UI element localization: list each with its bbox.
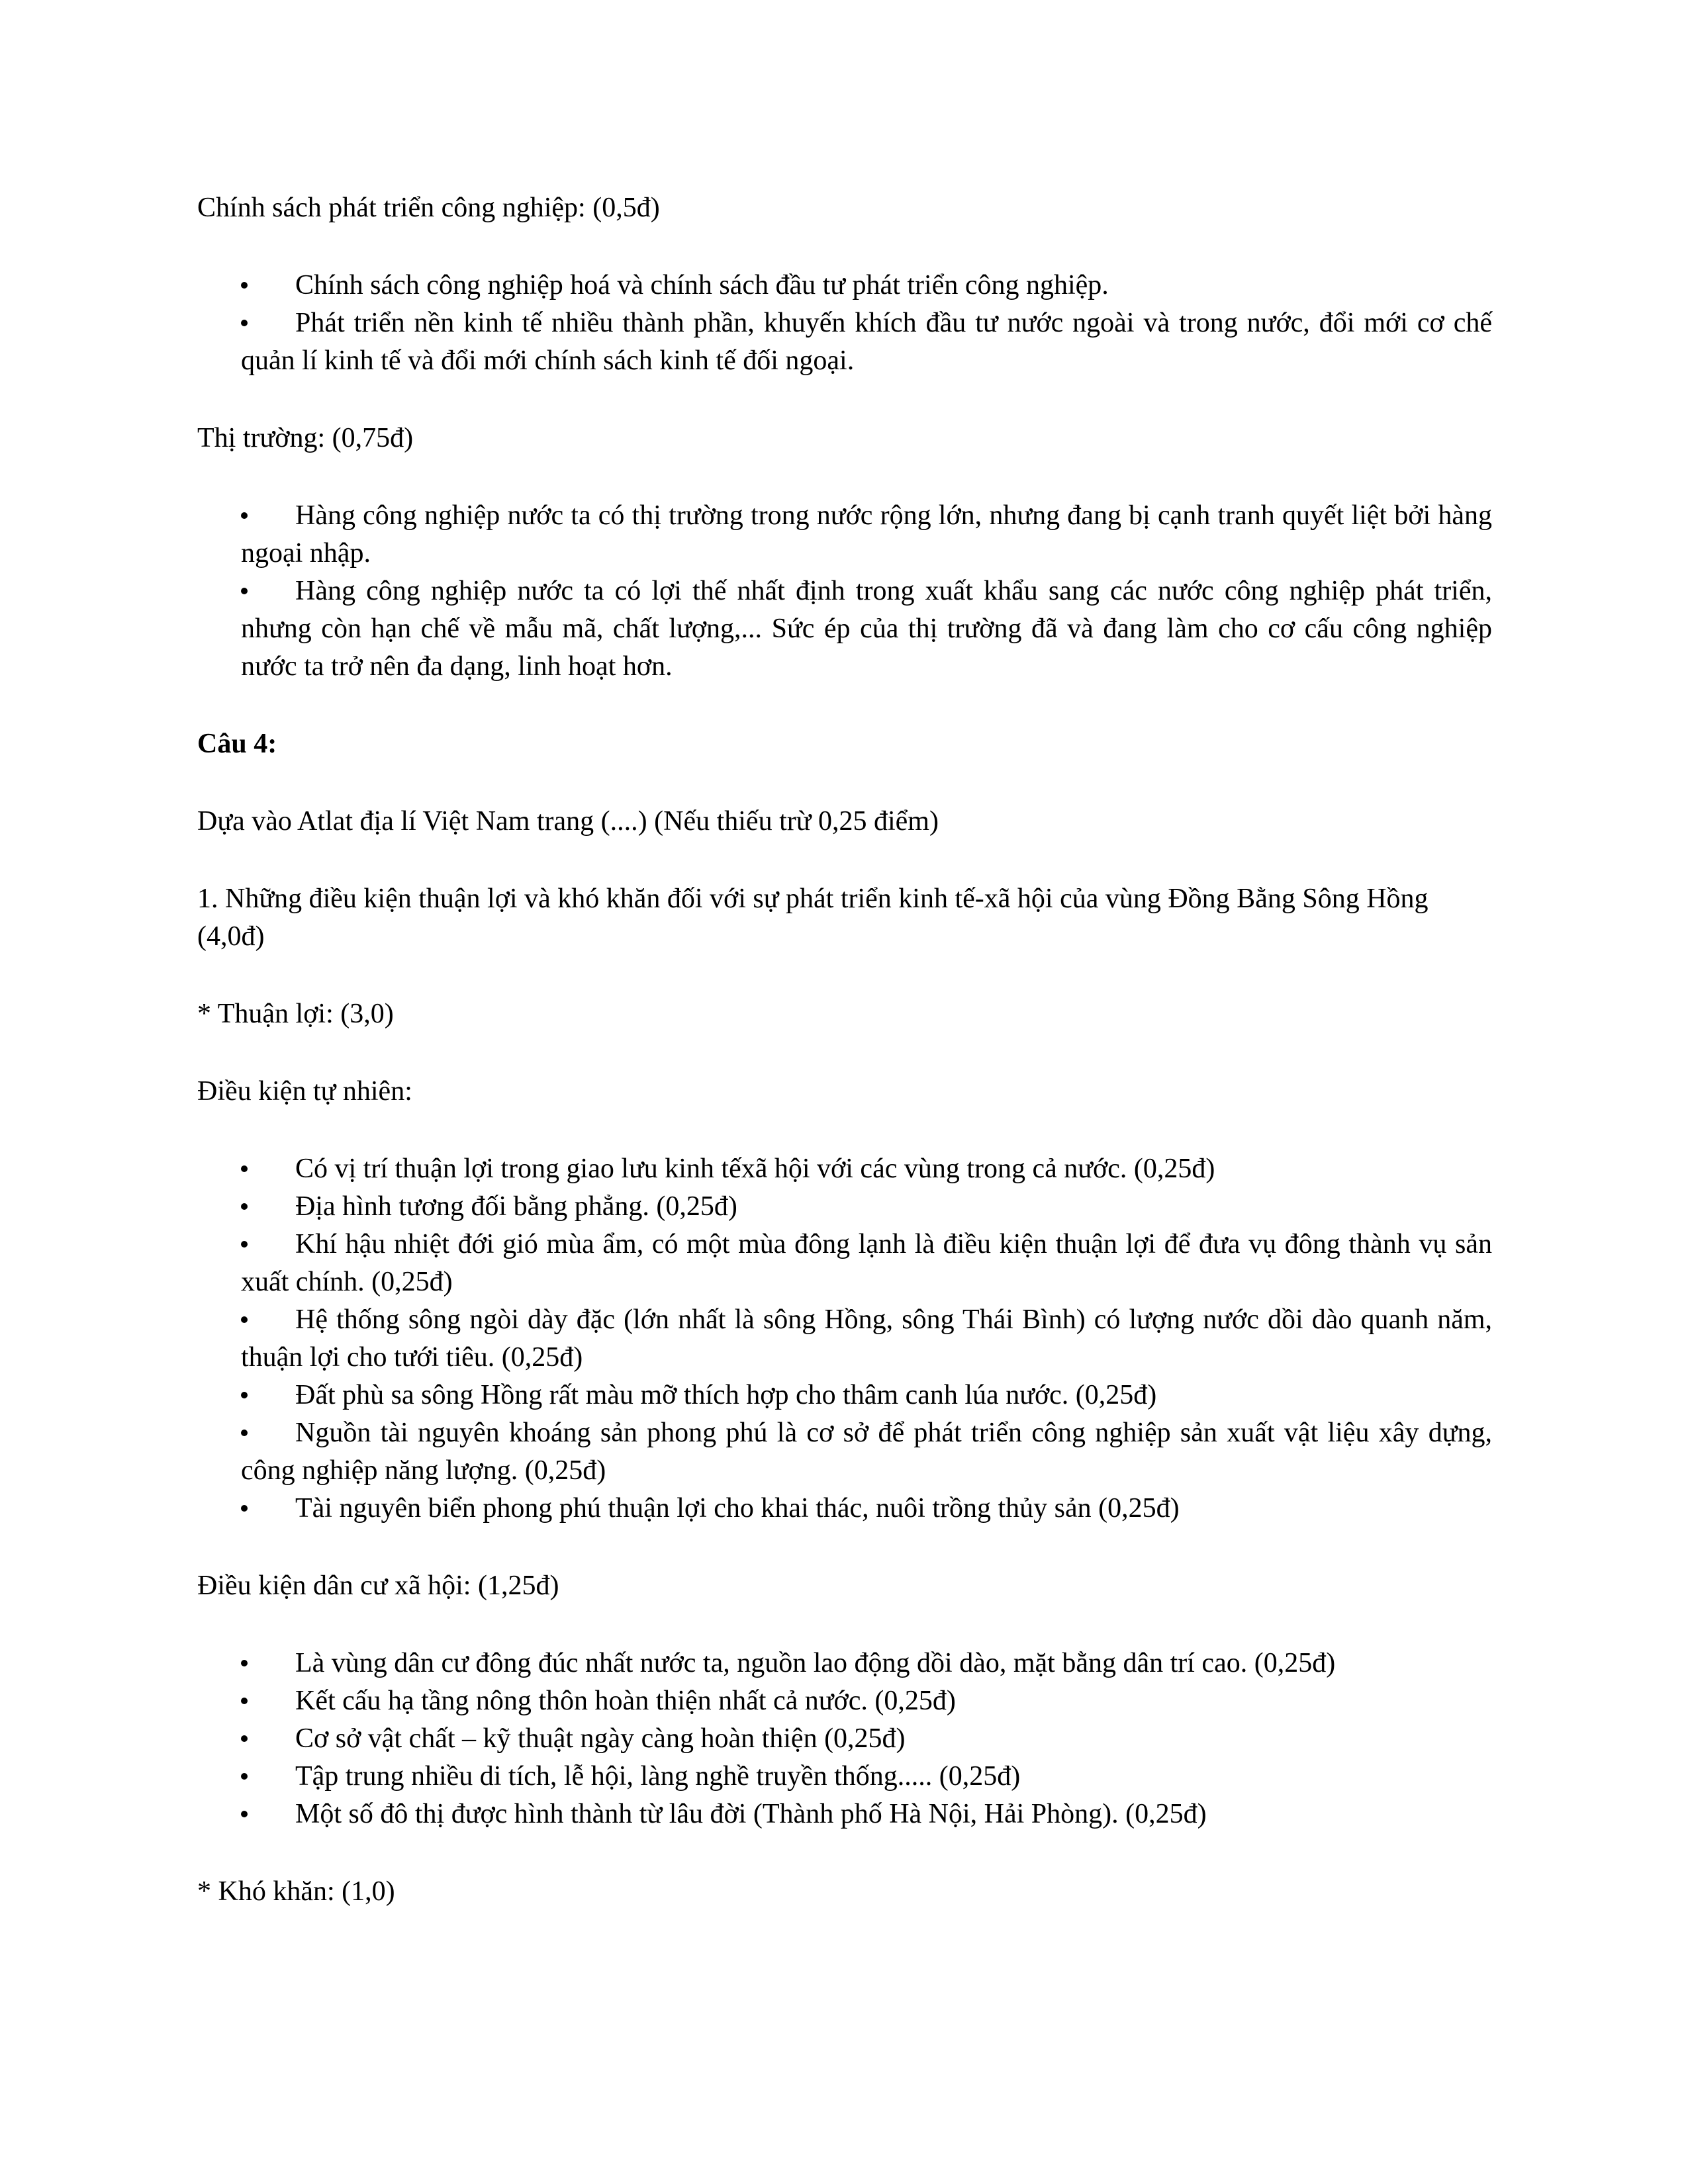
paragraph: Chính sách phát triển công nghiệp: (0,5đ) bbox=[197, 193, 660, 223]
list-item: Hàng công nghiệp nước ta có thị trường trong nước rộng lớn, nhưng đang bị cạnh tranh quyết liệt bởi hàng ngoại nhập. bbox=[241, 497, 1492, 572]
paragraph: 1. Những điều kiện thuận lợi và khó khăn đối với sự phát triển kinh tế-xã hội của vùng Đồng Bằng Sông Hồng (4,0đ) bbox=[197, 884, 1429, 952]
list-item: Hệ thống sông ngòi dày đặc (lớn nhất là sông Hồng, sông Thái Bình) có lượng nước dồi dào quanh năm, thuận lợi cho tưới tiêu. (0,25đ) bbox=[241, 1301, 1492, 1377]
bullet-list bbox=[197, 497, 1492, 686]
list-item: Nguồn tài nguyên khoáng sản phong phú là cơ sở để phát triển công nghiệp sản xuất vật liệu xây dựng, công nghiệp năng lượng. (0,25đ) bbox=[241, 1414, 1492, 1490]
list-item: Tập trung nhiều di tích, lễ hội, làng nghề truyền thống..... (0,25đ) bbox=[241, 1758, 1492, 1796]
list-item: Tài nguyên biển phong phú thuận lợi cho khai thác, nuôi trồng thủy sản (0,25đ) bbox=[241, 1490, 1492, 1527]
paragraph: Thị trường: (0,75đ) bbox=[197, 423, 414, 453]
bullet-list bbox=[197, 267, 1492, 380]
list-item: Địa hình tương đối bằng phẳng. (0,25đ) bbox=[241, 1188, 1492, 1226]
list-item: Chính sách công nghiệp hoá và chính sách đầu tư phát triển công nghiệp. bbox=[241, 267, 1492, 304]
section-heading: Câu 4: bbox=[197, 729, 277, 759]
list-item: Khí hậu nhiệt đới gió mùa ẩm, có một mùa đông lạnh là điều kiện thuận lợi để đưa vụ đông thành vụ sản xuất chính. (0,25đ) bbox=[241, 1226, 1492, 1301]
list-item: Hàng công nghiệp nước ta có lợi thế nhất định trong xuất khẩu sang các nước công nghiệp phát triển, nhưng còn hạn chế về mẫu mã, chất lượng,... Sức ép của thị trường đã và đang làm cho cơ cấu công nghiệp nước ta trở nên đa dạng, linh hoạt hơn. bbox=[241, 572, 1492, 686]
paragraph: Điều kiện dân cư xã hội: (1,25đ) bbox=[197, 1570, 559, 1601]
bullet-list bbox=[197, 1645, 1492, 1833]
document-body bbox=[197, 189, 1492, 1950]
list-item: Cơ sở vật chất – kỹ thuật ngày càng hoàn thiện (0,25đ) bbox=[241, 1720, 1492, 1758]
list-item: Là vùng dân cư đông đúc nhất nước ta, nguồn lao động dồi dào, mặt bằng dân trí cao. (0,25đ) bbox=[241, 1645, 1492, 1682]
list-item: Đất phù sa sông Hồng rất màu mỡ thích hợp cho thâm canh lúa nước. (0,25đ) bbox=[241, 1377, 1492, 1414]
paragraph: * Khó khăn: (1,0) bbox=[197, 1876, 395, 1907]
list-item: Có vị trí thuận lợi trong giao lưu kinh tếxã hội với các vùng trong cả nước. (0,25đ) bbox=[241, 1150, 1492, 1188]
list-item: Phát triển nền kinh tế nhiều thành phần, khuyến khích đầu tư nước ngoài và trong nước, đổi mới cơ chế quản lí kinh tế và đổi mới chính sách kinh tế đối ngoại. bbox=[241, 304, 1492, 380]
list-item: Kết cấu hạ tầng nông thôn hoàn thiện nhất cả nước. (0,25đ) bbox=[241, 1682, 1492, 1720]
paragraph: Điều kiện tự nhiên: bbox=[197, 1076, 412, 1107]
paragraph: Dựa vào Atlat địa lí Việt Nam trang (....) (Nếu thiếu trừ 0,25 điểm) bbox=[197, 806, 939, 837]
bullet-list bbox=[197, 1150, 1492, 1527]
paragraph: * Thuận lợi: (3,0) bbox=[197, 999, 394, 1029]
list-item: Một số đô thị được hình thành từ lâu đời (Thành phố Hà Nội, Hải Phòng). (0,25đ) bbox=[241, 1796, 1492, 1833]
